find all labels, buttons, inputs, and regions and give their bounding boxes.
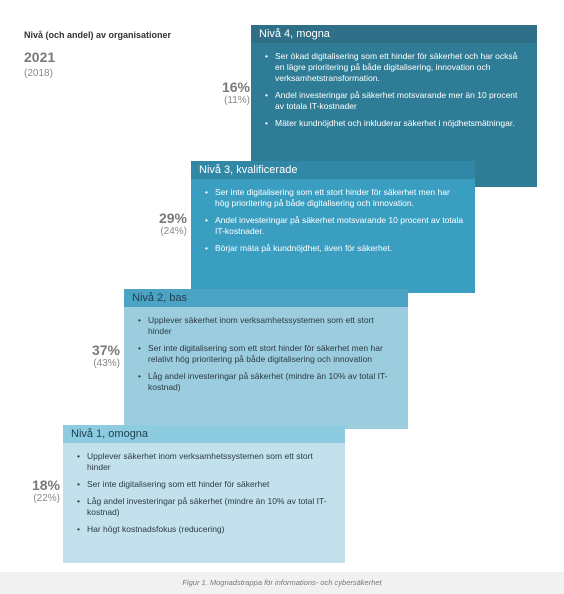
level-2-body <box>124 307 408 429</box>
level-1-pct-2021: 18% <box>31 477 60 493</box>
figure-caption: Figur 1. Mognadstrappa för informations- och cybersäkerhet <box>0 572 564 594</box>
level-3-bullet: • Andel investeringar på säkerhet motsvarande 10 procent av totala IT-kostnader. <box>201 215 465 237</box>
level-2-pct-2018: (43%) <box>93 357 120 369</box>
level-3-bullet: • Ser inte digitalisering som ett stort hinder för säkerhet men har hög prioritering på både digitalisering och innovation. <box>201 187 465 209</box>
chart-title: Nivå (och andel) av organisationer <box>24 30 172 40</box>
level-4-percentage <box>190 80 250 107</box>
level-3-pct-2018: (24%) <box>160 225 187 237</box>
level-4-bullet: • Mäter kundnöjdhet och inkluderar säkerhet i nöjdhetsmätningar. <box>261 118 527 129</box>
level-3-percentage <box>127 211 187 238</box>
level-1-title: Nivå 1, omogna <box>63 425 345 443</box>
level-2-title: Nivå 2, bas <box>124 289 408 307</box>
level-1-bullet: • Ser inte digitalisering som ett hinder för säkerhet <box>73 479 335 490</box>
level-2-bullet: • Låg andel investeringar på säkerhet (mindre än 10% av total IT-kostnad) <box>134 371 398 393</box>
level-1-bullet: • Har högt kostnadsfokus (reducering) <box>73 524 335 535</box>
level-4-box <box>251 25 537 183</box>
legend-year-current: 2021 <box>24 49 56 65</box>
level-1-bullet: • Låg andel investeringar på säkerhet (mindre än 10% av total IT-kostnad) <box>73 496 335 518</box>
level-1-percentage <box>0 478 60 505</box>
level-3-bullets <box>201 187 465 254</box>
level-2-bullet: • Upplever säkerhet inom verksamhetssystemen som ett stort hinder <box>134 315 398 337</box>
level-4-pct-2018: (11%) <box>224 94 250 106</box>
level-1-box <box>63 425 345 557</box>
level-4-title: Nivå 4, mogna <box>251 25 537 43</box>
level-4-bullet: • Andel investeringar på säkerhet motsvarande mer än 10 procent av totala IT-kostnader <box>261 90 527 112</box>
level-1-bullets <box>73 451 335 535</box>
level-4-bullet: • Ser ökad digitalisering som ett hinder för säkerhet och har också en lägre prioritering på både digitalisering, innovation och verksamhetstransformation. <box>261 51 527 84</box>
level-2-box <box>124 289 408 423</box>
level-4-bullets <box>261 51 527 129</box>
level-2-percentage <box>60 343 120 370</box>
level-2-pct-2021: 37% <box>91 342 120 358</box>
level-1-bullet: • Upplever säkerhet inom verksamhetssystemen som ett stort hinder <box>73 451 335 473</box>
level-3-title: Nivå 3, kvalificerade <box>191 161 475 179</box>
legend-year-previous: (2018) <box>24 68 53 79</box>
level-1-pct-2018: (22%) <box>33 492 60 504</box>
level-4-pct-2021: 16% <box>221 79 250 95</box>
level-2-bullets <box>134 315 398 393</box>
level-3-bullet: • Börjar mäta på kundnöjdhet, även för säkerhet. <box>201 243 465 254</box>
level-3-body <box>191 179 475 293</box>
level-3-pct-2021: 29% <box>158 210 187 226</box>
level-2-bullet: • Ser inte digitalisering som ett stort hinder för säkerhet men har relativt hög prioritering på både digitalisering och innovation <box>134 343 398 365</box>
level-3-box <box>191 161 475 287</box>
level-1-body <box>63 443 345 563</box>
